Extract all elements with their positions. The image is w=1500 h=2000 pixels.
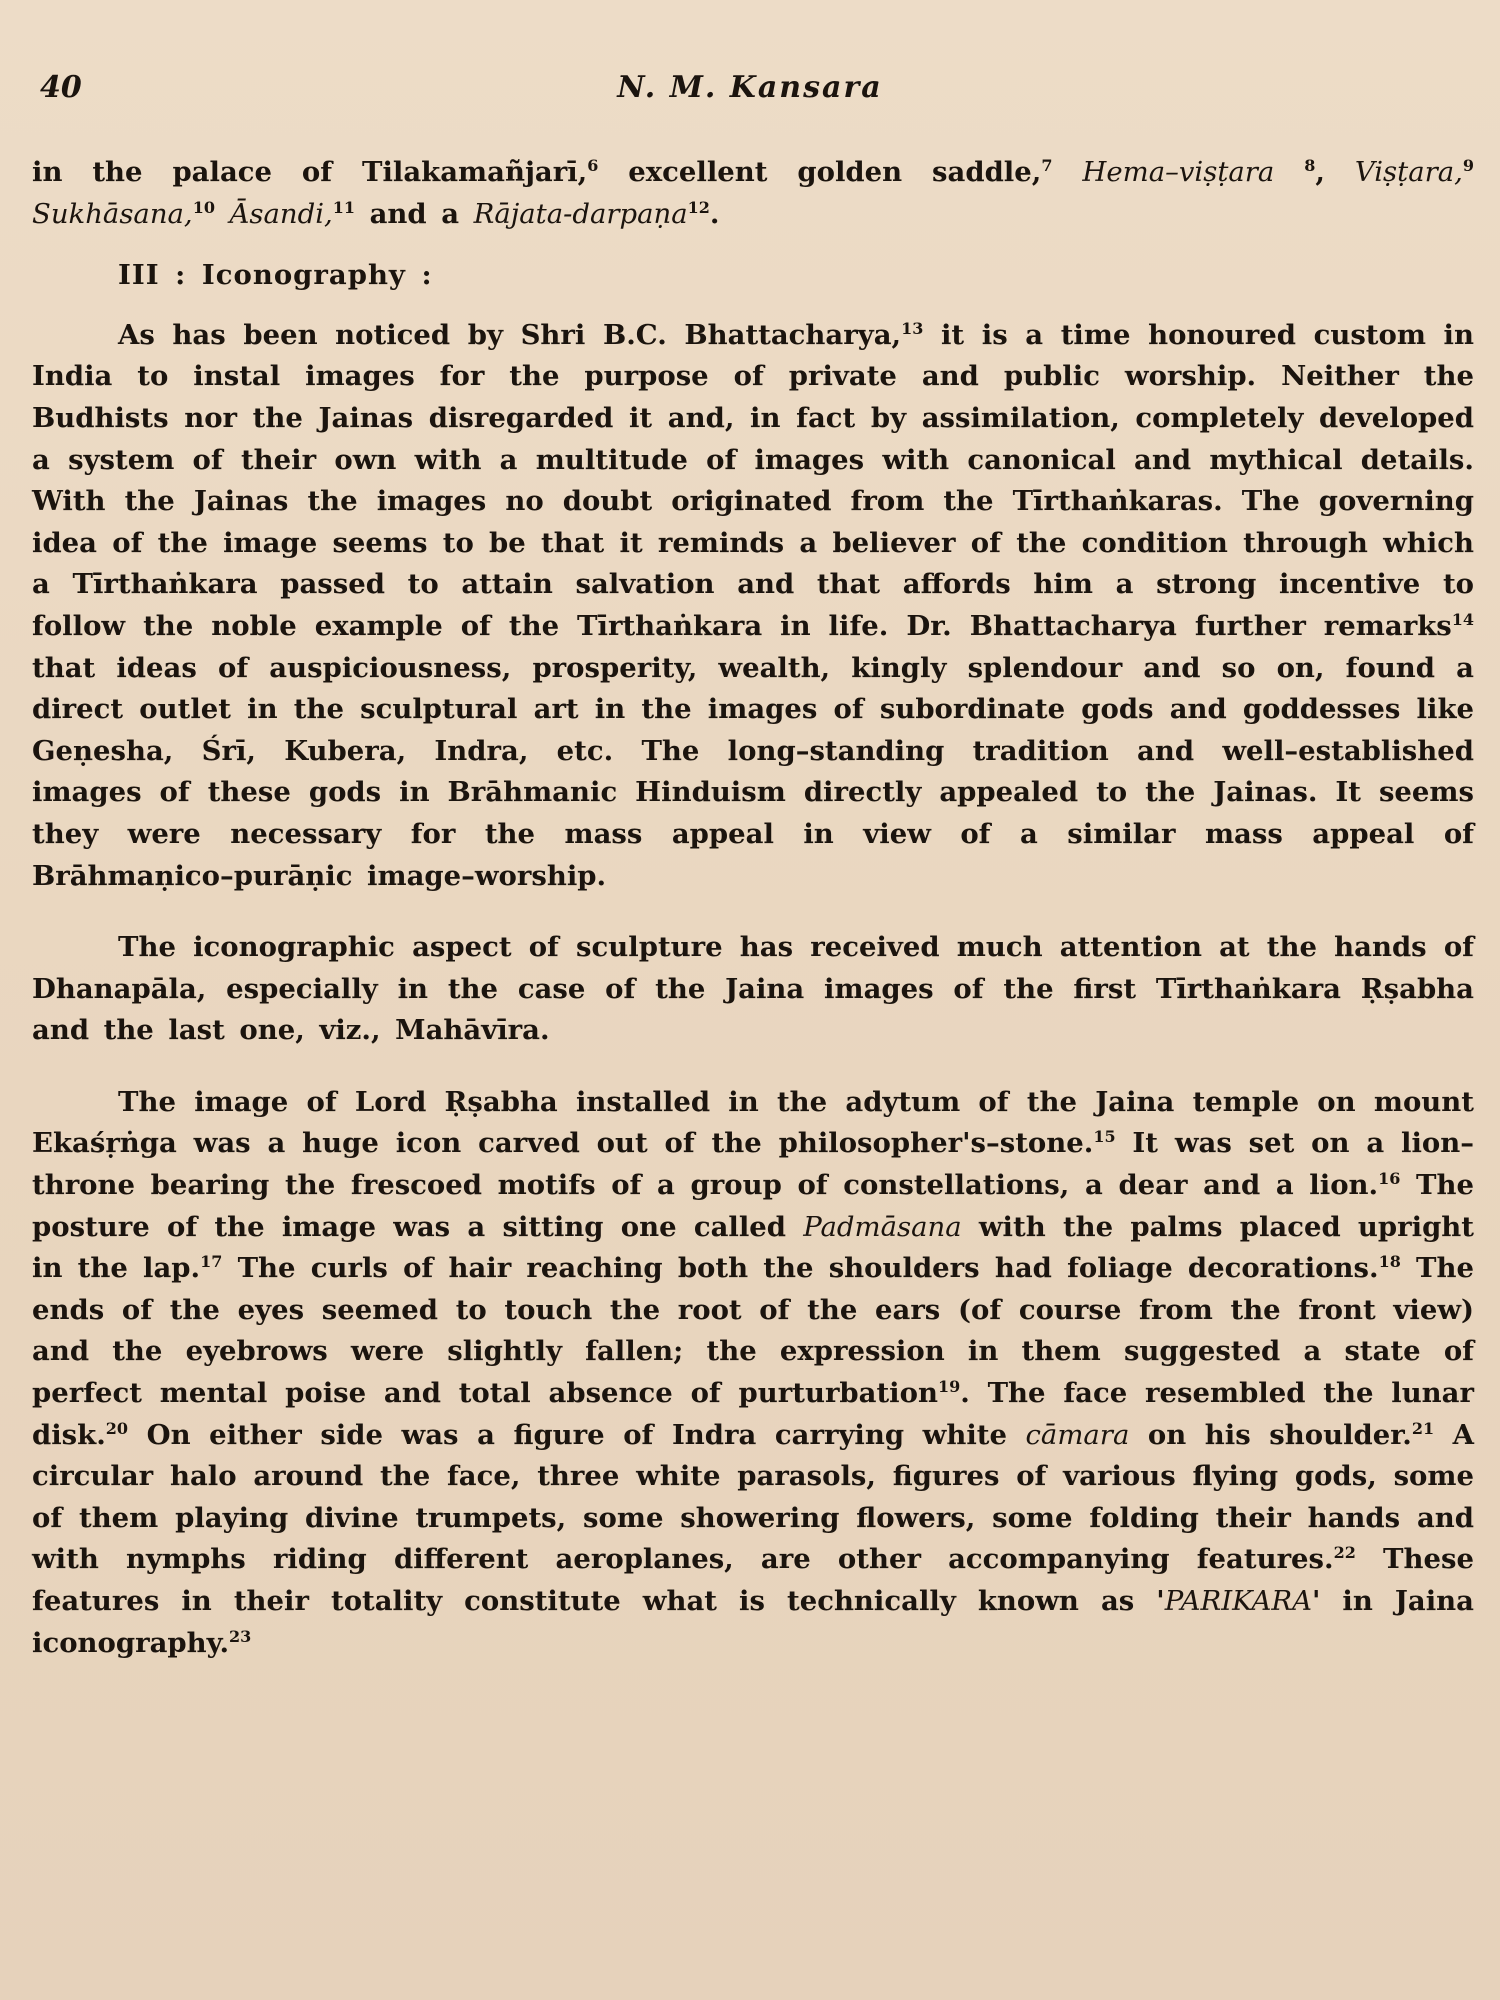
text-run: As has been noticed by Shri B.C. Bhattacharya, [118, 318, 902, 351]
footnote-ref: 13 [901, 318, 924, 338]
body-text [32, 152, 1474, 1664]
text-run: A circular halo around the face, three white parasols, figures of various flying gods, some of them playing divine trumpets, some showering flowers, some folding their hands and with nymphs riding different aeroplanes, are other accompanying features. [32, 1418, 1474, 1576]
italic-term: cāmara [1025, 1418, 1130, 1451]
text-run: The image of Lord Ṛṣabha installed in the adytum of the Jaina temple on mount Ekaśṛṅga was a huge icon carved out of the philosopher's–stone. [32, 1085, 1474, 1160]
text-run: It was set on a lion–throne bearing the frescoed motifs of a group of constellations, a dear and a lion. [32, 1127, 1474, 1202]
text-run: ' in Jaina iconography. [32, 1585, 1474, 1659]
text-run: and a [355, 197, 474, 230]
text-run: in the palace of Tilakamañjarī, [32, 156, 588, 188]
text-run: The curls of hair reaching both the shoulders had foliage decorations. [222, 1252, 1379, 1285]
footnote-ref: 8 [1304, 155, 1316, 175]
text-run: . The face resembled the lunar disk. [32, 1377, 1474, 1451]
italic-term: Āsandi, [229, 197, 333, 230]
text-run: On either side was a figure of Indra carrying white [128, 1418, 1026, 1451]
italic-term: PARIKARA [1164, 1585, 1312, 1617]
page-header [40, 70, 1460, 120]
text-run: excellent golden saddle, [598, 156, 1042, 188]
italic-term: Padmāsana [803, 1210, 962, 1243]
text-run: with the palms placed upright in the lap. [32, 1210, 1475, 1285]
footnote-ref: 10 [192, 197, 215, 217]
running-head-author: N. M. Kansara [617, 70, 883, 105]
text-run: The posture of the image was a sitting one called [32, 1169, 1475, 1243]
text-run: These features in their totality constitute what is technically known as ' [32, 1543, 1474, 1617]
footnote-ref: 20 [105, 1418, 129, 1438]
text-run: that ideas of auspiciousness, prosperity, wealth, kingly splendour and so on, found a direct outlet in the sculptural art in the images of subordinate gods and goddesses like Geṇesha, Śrī, Kubera, Indra, etc. The long–standing tradition and well–established images of these gods in Brāhmanic Hinduism directly appealed to the Jainas. It seems they were necessary for the mass appeal in view of a similar mass appeal of Brāhmaṇico–purāṇic image–worship. [32, 651, 1474, 892]
footnote-ref: 9 [1462, 155, 1475, 175]
paragraph-3 [32, 1082, 1474, 1664]
footnote-ref: 22 [1333, 1543, 1356, 1563]
italic-term: Rājata-darpaṇa [473, 197, 688, 230]
footnote-ref: 12 [687, 197, 710, 217]
text-run: , [1315, 156, 1355, 188]
section-heading: III : Iconography : [118, 259, 433, 292]
footnote-ref: 23 [229, 1626, 252, 1646]
text-run: on his shoulder. [1129, 1418, 1412, 1451]
paragraph-1 [32, 315, 1474, 897]
italic-term: Sukhāsana, [32, 197, 193, 230]
italic-term: Hema–viṣṭara [1082, 156, 1275, 188]
paragraph-2: The iconographic aspect of sculpture has received much attention at the hands of Dhanapāla, especially in the case of the Jaina images of the first Tīrthaṅkara Ṛṣabha and the last one, viz., Mahāvīra. [32, 931, 1474, 1047]
footnote-ref: 7 [1041, 155, 1053, 175]
footnote-ref: 19 [937, 1376, 961, 1396]
footnote-ref: 16 [1378, 1168, 1401, 1188]
page-number: 40 [40, 70, 82, 105]
intro-paragraph [32, 152, 1474, 235]
footnote-ref: 11 [332, 197, 356, 217]
footnote-ref: 21 [1411, 1418, 1435, 1438]
footnote-ref: 14 [1451, 609, 1474, 629]
footnote-ref: 18 [1378, 1252, 1401, 1272]
italic-term: Viṣṭara, [1354, 156, 1463, 188]
text-run: The ends of the eyes seemed to touch the root of the ears (of course from the front view) and the eyebrows were slightly fallen; the expression in them suggested a state of perfect mental poise and total absence of purturbation [32, 1252, 1475, 1410]
text-run: it is a time honoured custom in India to instal images for the purpose of private and public worship. Neither the Budhists nor the Jainas disregarded it and, in fact by assimilation, completely developed a system of their own with a multitude of images with canonical and mythical details. With the Jainas the images no doubt originated from the Tīrthaṅkaras. The governing idea of the image seems to be that it reminds a believer of the condition through which a Tīrthaṅkara passed to attain salvation and that affords him a strong incentive to follow the noble example of the Tīrthaṅkara in life. Dr. Bhattacharya further remarks [32, 318, 1474, 642]
footnote-ref: 15 [1093, 1127, 1116, 1147]
footnote-ref: 6 [587, 155, 599, 175]
text-run: . [709, 197, 720, 230]
footnote-ref: 17 [200, 1252, 223, 1272]
